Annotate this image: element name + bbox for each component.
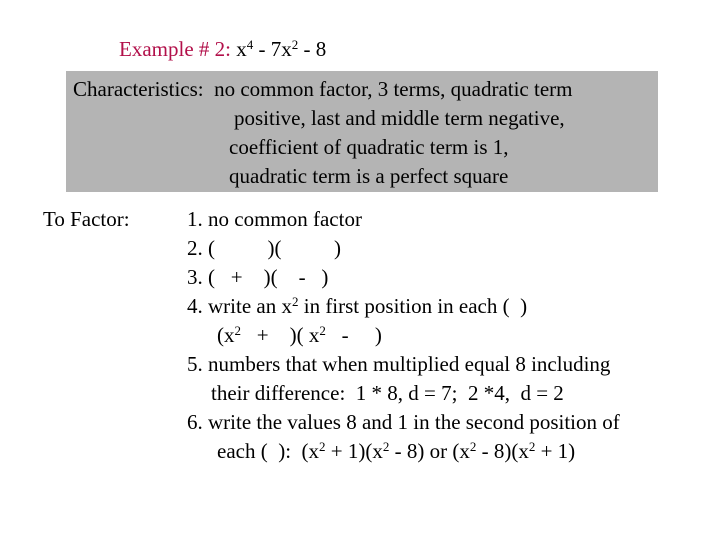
characteristics-line-3: coefficient of quadratic term is 1, <box>229 135 509 159</box>
step-5: 5. numbers that when multiplied equal 8 including <box>187 352 611 376</box>
step-1: 1. no common factor <box>187 207 362 231</box>
step-6-continuation: each ( ): $(x^2 + 1)(x^2 - 8)$ or $(x^2 - 8)(x^2 + 1)$ <box>217 439 576 463</box>
characteristics-line-4: quadratic term is a perfect square <box>229 164 509 188</box>
step-4: 4. write an $x^2$ in first position in each ( ) <box>187 294 528 318</box>
example-label: Example # 2: <box>119 37 231 61</box>
step-3: 3. ( + )( - ) <box>187 265 329 289</box>
step-2: 2. ( )( ) <box>187 236 341 260</box>
example-title: Example # 2: $x^4 - 7x^2 - 8$ <box>119 37 327 61</box>
step-5-continuation: their difference: 1 * 8, d = 7; 2 *4, d = 2 <box>211 381 564 405</box>
to-factor-label: To Factor: <box>43 207 130 231</box>
characteristics-line-1: Characteristics: no common factor, 3 terms, quadratic term <box>73 77 573 101</box>
characteristics-line-2: positive, last and middle term negative, <box>234 106 565 130</box>
step-6: 6. write the values 8 and 1 in the second position of <box>187 410 620 434</box>
step-4-expression: ($x^2$ + )( $x^2$ - ) <box>217 323 382 347</box>
